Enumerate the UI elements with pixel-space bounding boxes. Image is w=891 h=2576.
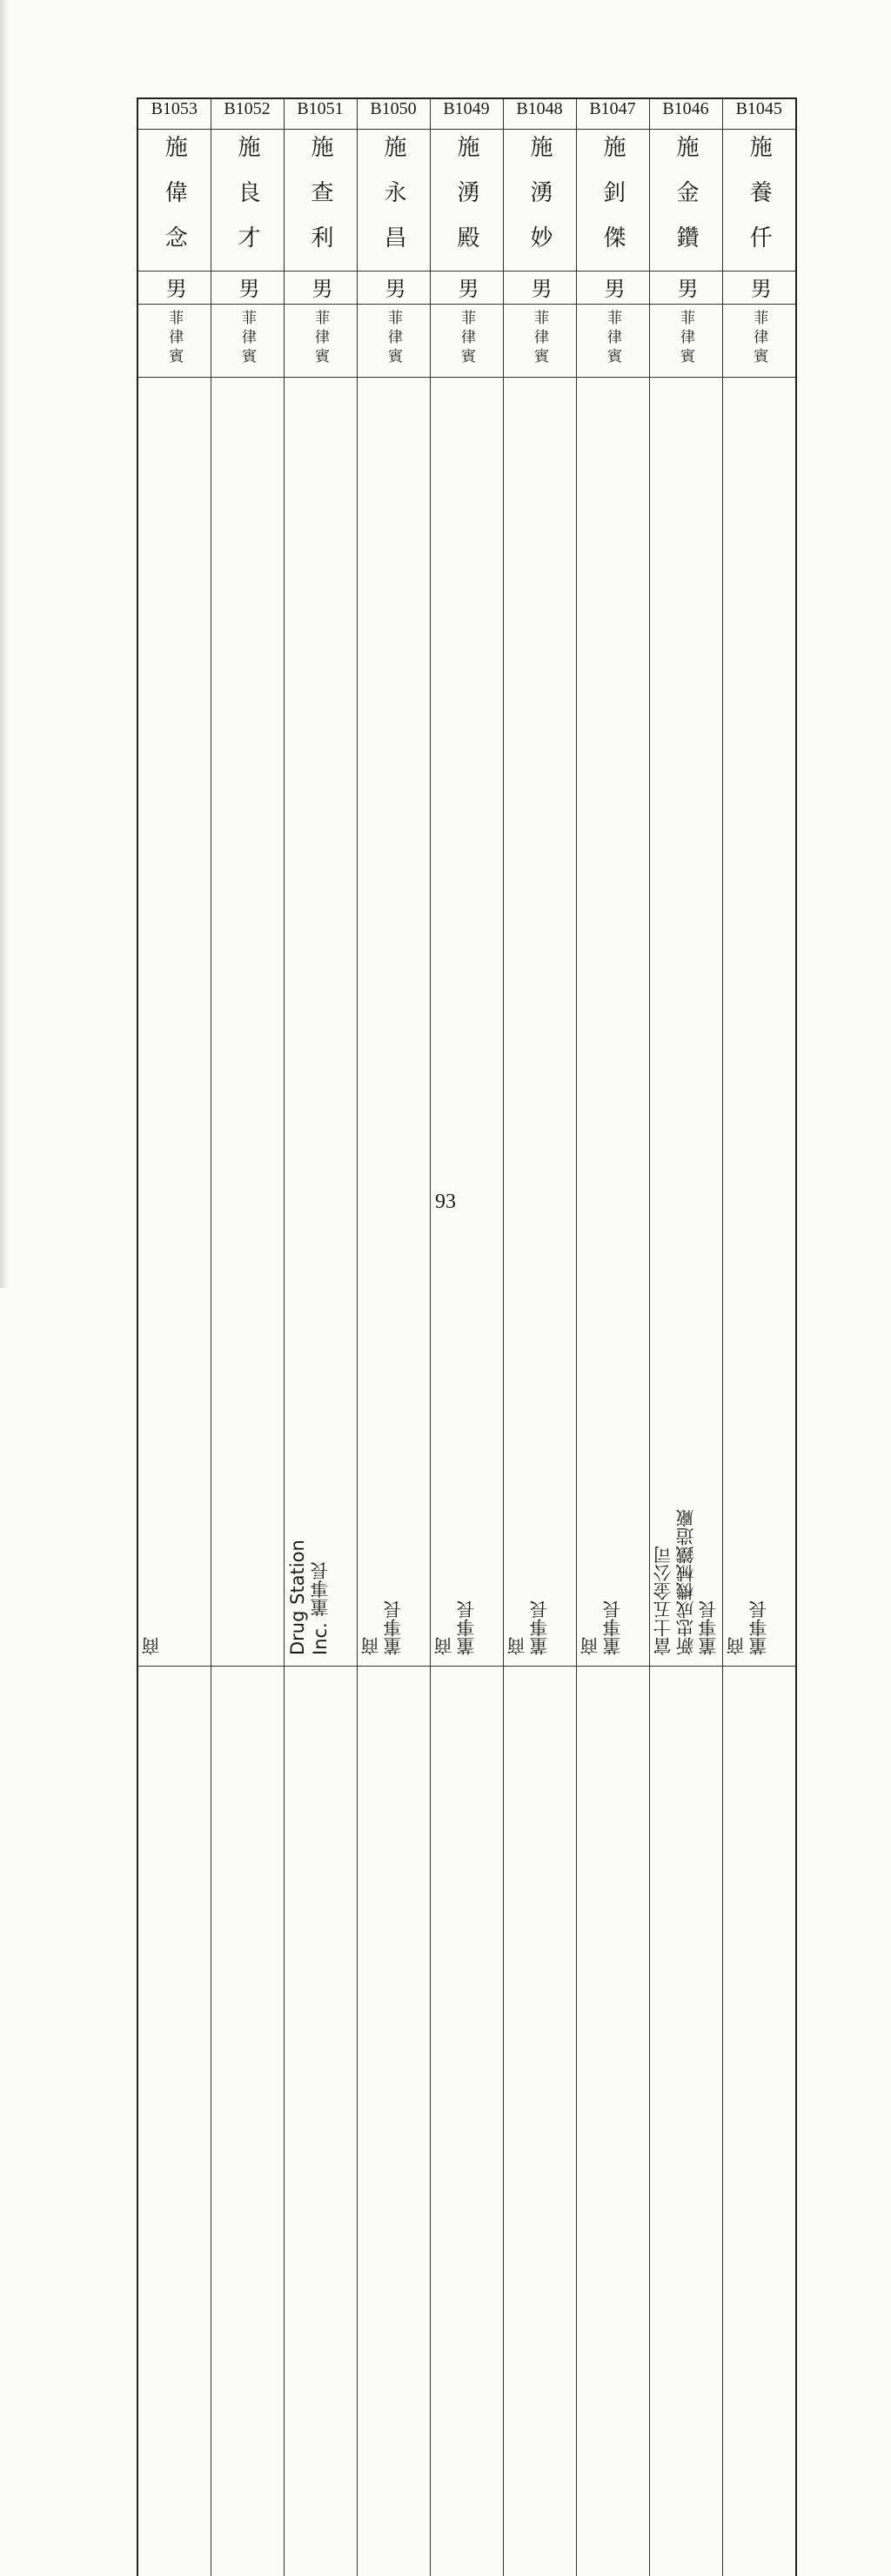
record-id: B1047 <box>576 98 649 130</box>
member-name: 施釗傑 <box>599 130 626 271</box>
member-address <box>504 1667 553 2576</box>
address-row <box>137 1667 796 2576</box>
member-nationality: 菲律賓 <box>456 305 477 367</box>
record-id: B1045 <box>722 98 796 130</box>
member-name: 施永昌 <box>379 130 407 271</box>
member-title <box>723 378 772 1666</box>
member-nationality: 菲律賓 <box>748 305 769 367</box>
page-number: 93 <box>0 1191 891 1214</box>
member-title <box>650 378 721 1666</box>
name-row <box>137 130 796 272</box>
member-address <box>211 1667 260 2576</box>
member-name: 施良才 <box>233 130 261 271</box>
member-name: 施湧殿 <box>452 130 480 271</box>
member-title <box>358 378 406 1666</box>
id-row <box>137 98 796 130</box>
record-id: B1051 <box>284 98 357 130</box>
member-address <box>650 1667 699 2576</box>
record-id: B1049 <box>430 98 503 130</box>
member-sex: 男 <box>380 278 406 299</box>
member-address <box>138 1667 187 2576</box>
member-sex: 男 <box>526 278 553 299</box>
member-name: 施湧妙 <box>526 130 553 271</box>
member-sex: 男 <box>234 278 260 299</box>
member-nationality: 菲律賓 <box>529 305 550 367</box>
member-title <box>577 378 626 1666</box>
record-id: B1050 <box>357 98 430 130</box>
member-sex: 男 <box>161 278 187 299</box>
sex-row <box>137 272 796 305</box>
member-nationality: 菲律賓 <box>164 305 184 367</box>
member-nationality: 菲律賓 <box>237 305 258 367</box>
member-nationality: 菲律賓 <box>383 305 404 367</box>
member-address <box>358 1667 429 2576</box>
member-address <box>577 1667 626 2576</box>
member-title <box>285 378 333 1666</box>
member-sex: 男 <box>673 278 699 299</box>
member-nationality: 菲律賓 <box>310 305 331 367</box>
title-row <box>137 378 796 1667</box>
member-title <box>504 378 553 1666</box>
member-address <box>285 1667 333 2576</box>
member-name: 施偉念 <box>160 130 188 271</box>
member-name: 施金鑽 <box>672 130 700 271</box>
member-address <box>431 1667 479 2576</box>
record-id: B1046 <box>649 98 722 130</box>
member-nationality: 菲律賓 <box>602 305 623 367</box>
member-name: 施養仟 <box>745 130 773 271</box>
member-sex: 男 <box>600 278 626 299</box>
member-address <box>723 1667 772 2576</box>
member-sex: 男 <box>307 278 333 299</box>
member-title <box>431 378 479 1666</box>
record-id: B1053 <box>137 98 211 130</box>
page-edge-shadow <box>0 0 9 1288</box>
record-id: B1052 <box>211 98 284 130</box>
member-title <box>138 378 164 1666</box>
member-name: 施查利 <box>306 130 334 271</box>
member-nationality: 菲律賓 <box>675 305 696 367</box>
record-id: B1048 <box>503 98 576 130</box>
nationality-row <box>137 305 796 378</box>
member-sex: 男 <box>746 278 772 299</box>
member-roster-table <box>137 97 797 2576</box>
member-title <box>211 378 215 1666</box>
member-sex: 男 <box>453 278 479 299</box>
